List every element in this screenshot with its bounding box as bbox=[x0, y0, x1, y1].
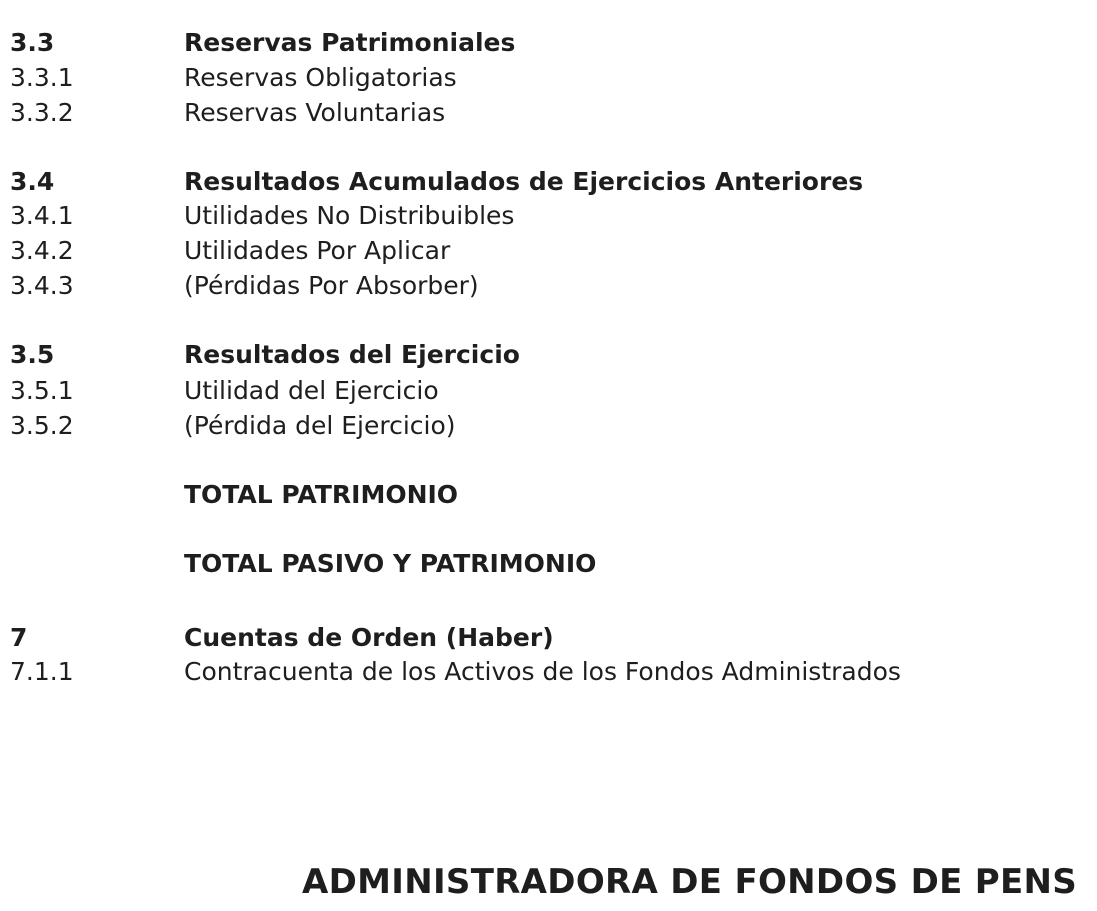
account-code: 3.3 bbox=[10, 28, 55, 57]
account-label: Reservas Obligatorias bbox=[184, 63, 457, 92]
account-code: 7 bbox=[10, 623, 28, 652]
account-label: Cuentas de Orden (Haber) bbox=[184, 623, 554, 652]
account-code: 3.3.1 bbox=[10, 63, 74, 92]
account-code: 3.5.2 bbox=[10, 411, 74, 440]
account-label: (Pérdida del Ejercicio) bbox=[184, 411, 456, 440]
account-label: Utilidades No Distribuibles bbox=[184, 201, 515, 230]
account-code: 3.4.3 bbox=[10, 271, 74, 300]
account-code: 3.3.2 bbox=[10, 98, 74, 127]
account-code: 3.5.1 bbox=[10, 376, 74, 405]
account-code: 3.4.2 bbox=[10, 236, 74, 265]
account-label: Contracuenta de los Activos de los Fondos Administrados bbox=[184, 657, 901, 686]
account-label: Utilidades Por Aplicar bbox=[184, 236, 451, 265]
account-label: Resultados del Ejercicio bbox=[184, 340, 520, 369]
account-label: Reservas Patrimoniales bbox=[184, 28, 516, 57]
account-label: Reservas Voluntarias bbox=[184, 98, 446, 127]
total-label: TOTAL PATRIMONIO bbox=[184, 480, 459, 509]
account-label: Resultados Acumulados de Ejercicios Anteriores bbox=[184, 167, 864, 196]
account-code: 3.5 bbox=[10, 340, 55, 369]
account-code: 3.4 bbox=[10, 167, 55, 196]
next-page-title: ADMINISTRADORA DE FONDOS DE PENS bbox=[302, 862, 1078, 902]
account-label: Utilidad del Ejercicio bbox=[184, 376, 439, 405]
account-label: (Pérdidas Por Absorber) bbox=[184, 271, 479, 300]
account-code: 3.4.1 bbox=[10, 201, 74, 230]
account-code: 7.1.1 bbox=[10, 657, 74, 686]
total-label: TOTAL PASIVO Y PATRIMONIO bbox=[184, 549, 597, 578]
